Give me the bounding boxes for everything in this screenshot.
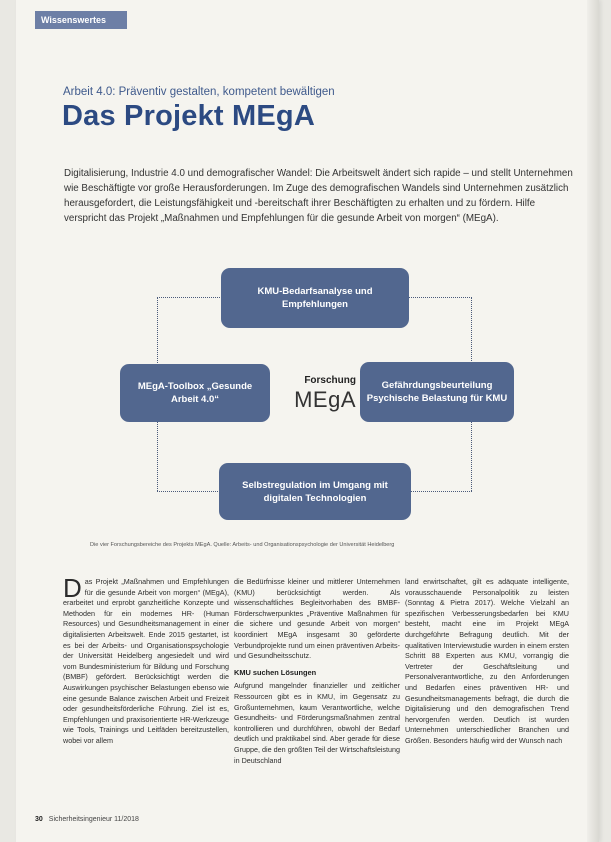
page-number: 30 bbox=[35, 816, 43, 823]
article-column-1 bbox=[63, 577, 229, 747]
page-edge bbox=[587, 0, 599, 842]
center-label bbox=[270, 375, 356, 413]
intro-paragraph: Digitalisierung, Industrie 4.0 und demografischer Wandel: Die Arbeitswelt ändert sich rapide – und stellt Unternehmen wie Beschäftigte vor große Herausforderungen. Im Zuge des demografischen Wandels sind Unternehmen zusätzlich herausgefordert, die Leistungsfähigkeit und -bereitschaft ihrer Beschäftigten zu erhalten und zu fördern. Hilfe verspricht das Projekt „Maßnahmen und Empfehlungen für die gesunde Arbeit von morgen“ (MEgA). bbox=[64, 168, 573, 224]
column-2b-text: Aufgrund mangelnder finanzieller und zeitlicher Ressourcen gibt es in KMU, im Gegensatz zu Großunternehmen, kaum Verantwortliche, welche Gesundheits- und Förderungsmaßnahmen zentral kontrollieren und durchführen, obwohl der Bedarf deutlich und praktikabel sind. Aber gerade für diese Gruppe, die den größten Teil der Wirtschaftsleistung in Deutschland bbox=[234, 681, 400, 765]
section-tag: Wissenswertes bbox=[35, 11, 127, 29]
drop-cap: D bbox=[63, 577, 82, 603]
page-footer bbox=[35, 816, 139, 823]
box-mega-toolbox: MEgA-Toolbox „Gesunde Arbeit 4.0“ bbox=[120, 364, 270, 422]
box-selbstregulation: Selbstregulation im Umgang mit digitalen Technologien bbox=[219, 463, 411, 520]
column-3-text: land erwirtschaftet, gilt es adäquate intelligente, vorausschauende Personalpolitik zu leisten (Sonntag & Pietra 2017). Welche Vielzahl an spezifischen Verbesserungsbedarfen bei KMU besteht, macht eine im Projekt MEgA durchgeführte Befragung deutlich. Mit der qualitativen Interviewstudie wurden in einem ersten Schritt 88 Experten aus KMU, vorrangig die Vertreter der Geschäftsleitung und Personalverantwortliche, zu den Anforderungen und Bedarfen eines präventiven HR- und Gesundheitsmanagements befragt, die durch die Digitalisierung und den demografischen Trend hervorgerufen werden. Deutlich ist wurden Unternehmen unterschiedlicher Branchen und Größen. Besonders häufig wird der Wunsch nach bbox=[405, 577, 569, 745]
article-column-3 bbox=[405, 577, 569, 747]
column-1-text: as Projekt „Maßnahmen und Empfehlungen für die gesunde Arbeit von morgen“ (MEgA), erarbeitet und erprobt ganzheitliche Konzepte und Methoden für ein modernes HR- (Human Resources) und Gesundheitsmanagement in einer digitalisierten Arbeitswelt. Ende 2015 gestartet, ist es bei der Arbeits- und Organisationspsychologie der Universität Heidelberg angesiedelt und wird vom Bundesministerium für Bildung und Forschung (BMBF) gefördert. Berücksichtigt werden die Auswirkungen psychischer Belastungen ebenso wie eine gesunde Balance zwischen Arbeit und Freizeit oder gesundheitsförderliche Führung. Ziel ist es, Empfehlungen und praxisorientierte HR-Werkzeuge wie Tools, Trainings und Leitfäden bereitzustellen, wobei vor allem bbox=[63, 577, 229, 745]
publication-name: Sicherheitsingenieur 11/2018 bbox=[48, 816, 139, 823]
mega-logo: MEgA bbox=[294, 387, 356, 412]
article-column-2 bbox=[234, 577, 400, 766]
figure-caption: Die vier Forschungsbereiche des Projekts MEgA. Quelle: Arbeits- und Organisationspsychologie der Universität Heidelberg bbox=[90, 542, 395, 548]
kicker: Arbeit 4.0: Präventiv gestalten, kompetent bewältigen bbox=[63, 86, 335, 98]
column-2-text: die Bedürfnisse kleiner und mittlerer Unternehmen (KMU) berücksichtigt werden. Als wissenschaftliches Begleitvorhaben des BMBF-Förderschwerpunktes „Präventive Maßnahmen für die sichere und gesunde Arbeit von morgen“ koordiniert MEgA insgesamt 30 geförderte Verbundprojekte rund um einen präventiven Arbeits- und Gesundheitsschutz. bbox=[234, 577, 400, 661]
box-gefaehrdungsbeurteilung: Gefährdungsbeurteilung Psychische Belastung für KMU bbox=[360, 362, 514, 422]
box-kmu-bedarfsanalyse: KMU-Bedarfsanalyse und Empfehlungen bbox=[221, 268, 409, 328]
page-title: Das Projekt MEgA bbox=[62, 100, 315, 132]
forschung-label: Forschung bbox=[304, 375, 356, 386]
subheading: KMU suchen Lösungen bbox=[234, 667, 317, 677]
